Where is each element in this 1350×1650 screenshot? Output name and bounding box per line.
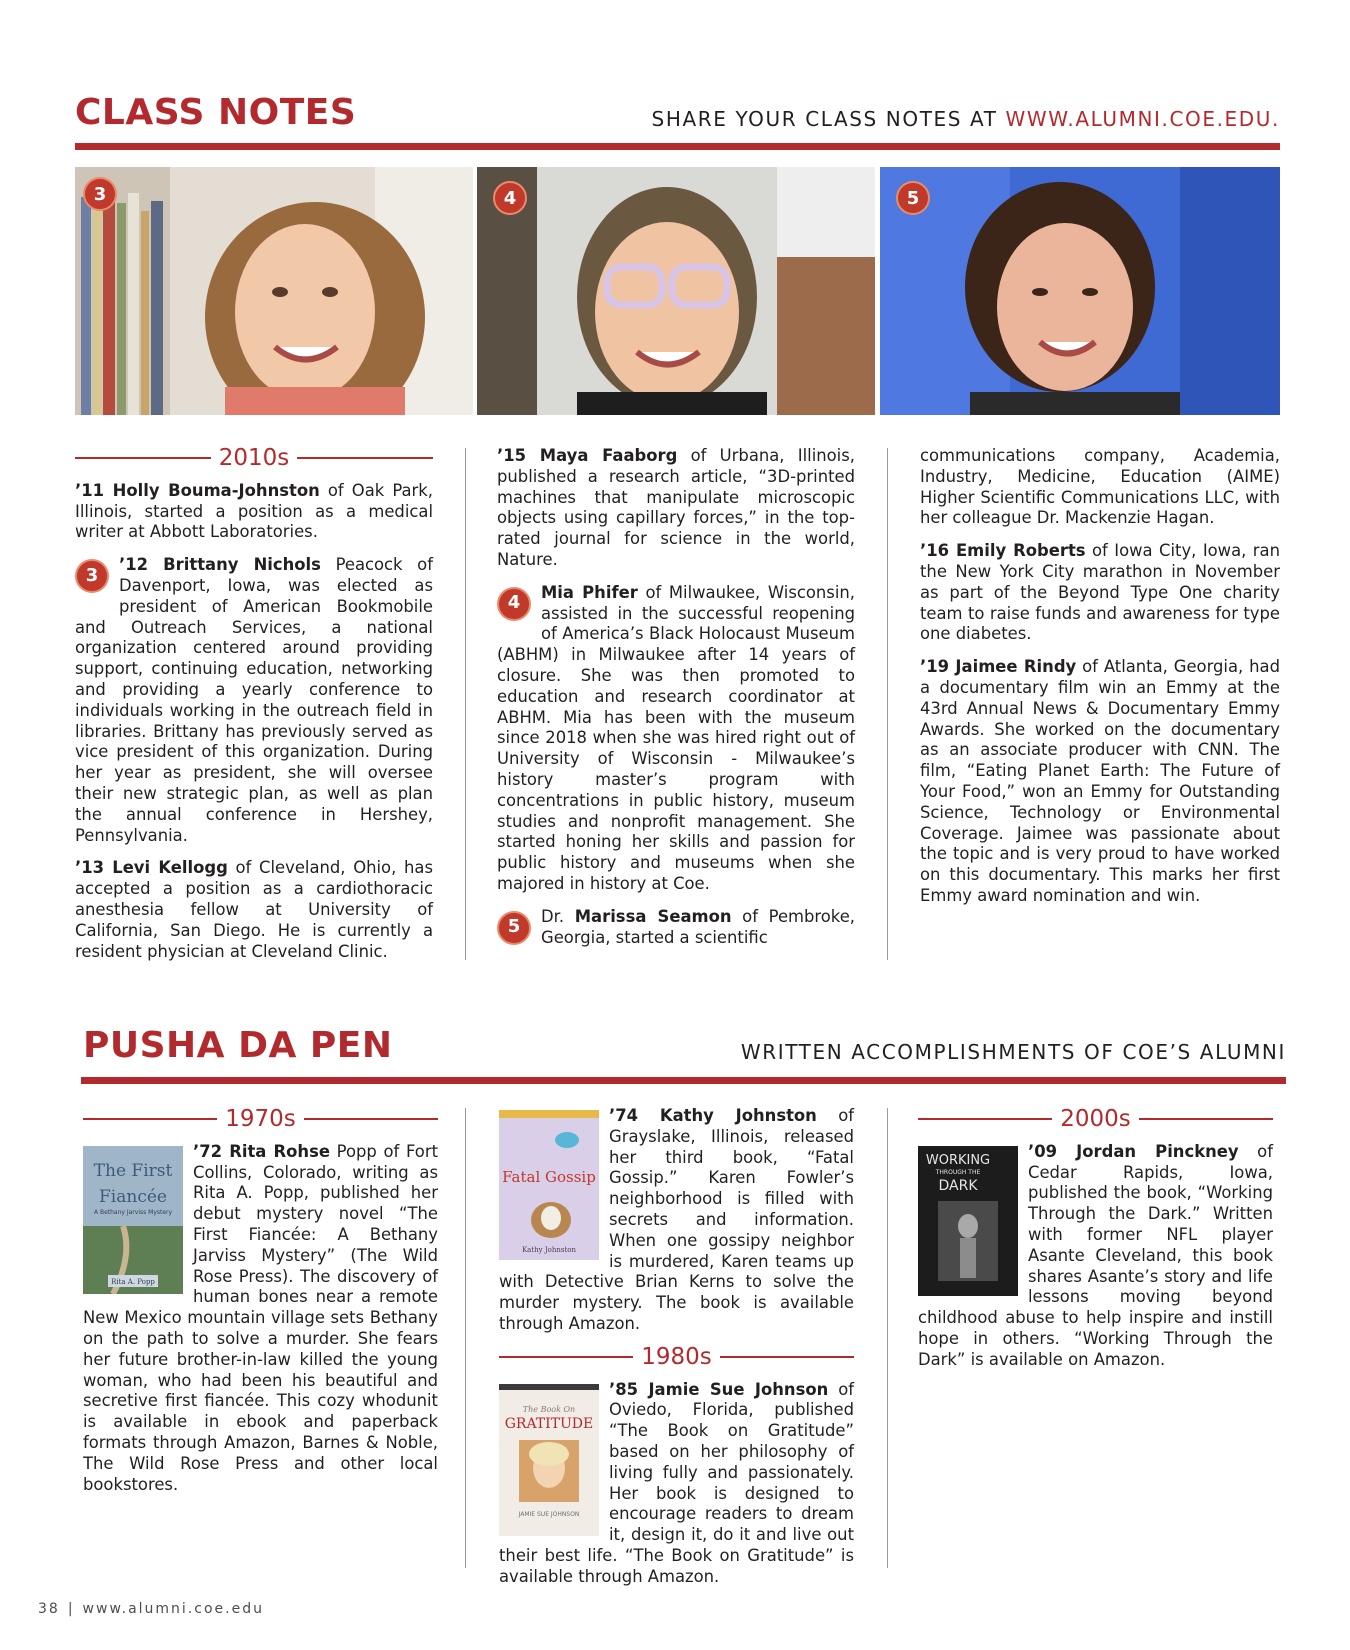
cover-author: Rita A. Popp <box>111 1277 155 1286</box>
book-entry: Fatal Gossip Kathy Johnston ’74 Kathy Johnston of Grayslake, Illinois, released her third book, “Fatal Gossip.” Karen Fowler’s neighborhood is filled with secrets and information. When one gossipy neighbor is murdered, Karen teams up with Detective Brian Kerns to solve the murder mystery. The book is available through Amazon. <box>499 1106 854 1333</box>
note-badge-4: 4 <box>497 587 531 621</box>
cover-author: Kathy Johnston <box>521 1246 577 1254</box>
footer-separator: | <box>67 1601 75 1617</box>
decade-label-2000s: 2000s <box>1060 1106 1131 1132</box>
pusha-title: PUSHA DA PEN <box>83 1025 393 1066</box>
note-entry: 5 Dr. Marissa Seamon of Pembroke, Georgia, started a scientific <box>497 907 855 949</box>
class-notes-column-3 <box>920 446 1280 919</box>
note-entry: 4 Mia Phifer of Milwaukee, Wisconsin, assisted in the successful reopening of America’s Black Holocaust Museum (ABHM) in Milwaukee after 14 years of closure. She was then promoted to education and research coordinator at ABHM. Mia has been with the museum since 2018 when she was hired right out of University of Wisconsin - Milwaukee’s history master’s program with concentrations in public history, museum studies and nonprofit management. She started honing her skills and passion for public history and museums when she majored in history at Coe. <box>497 582 855 893</box>
cover-author: JAMIE SUE JOHNSON <box>518 1510 580 1518</box>
cover-title-line-1: WORKING <box>925 1152 991 1168</box>
decade-divider-2000s <box>918 1106 1273 1132</box>
note-entry: ’11 Holly Bouma-Johnston of Oak Park, Illinois, started a position as a medical writer at Abbott Laboratories. <box>75 480 434 542</box>
page-number: 38 <box>38 1601 60 1617</box>
book-entry: The First Fiancée A Bethany Jarviss Mystery Rita A. Popp ’72 Rita Rohse Popp of Fort Collins, Colorado, writing as Rita A. Popp, published her debut mystery novel “The First Fiancée: A Bethany Jarviss Mystery” (The Wild Rose Press). The discovery of human bones near a remote New Mexico mountain village sets Bethany on the path to solve a murder. She fears her future brother-in-law killed the young woman, who had been his beautiful and secretive first fiancée. This cozy whodunit is available in ebook and paperback formats through Amazon, Barnes & Noble, The Wild Rose Press and other local bookstores. <box>83 1141 438 1494</box>
pusha-column-1 <box>83 1106 438 1507</box>
share-link[interactable]: WWW.ALUMNI.COE.EDU. <box>1005 107 1280 131</box>
class-notes-rule <box>75 143 1280 150</box>
photo-badge-3: 3 <box>83 177 117 211</box>
class-notes-title: CLASS NOTES <box>75 92 357 133</box>
column-divider <box>887 448 888 960</box>
note-entry: ’13 Levi Kellogg of Cleveland, Ohio, has accepted a position as a cardiothoracic anesthesia fellow at University of California, San Diego. He is currently a resident physician at Cleveland Clinic. <box>75 858 433 961</box>
cover-title-line-2: THROUGH THE <box>935 1168 981 1176</box>
cover-title-line-1: The First <box>93 1160 173 1181</box>
page-footer <box>38 1601 264 1617</box>
column-divider <box>465 1108 466 1568</box>
footer-url[interactable]: www.alumni.coe.edu <box>82 1601 264 1617</box>
note-badge-5: 5 <box>497 911 531 945</box>
column-divider <box>887 1108 888 1568</box>
book-entry: WORKING THROUGH THE DARK ’09 Jordan Pinckney of Cedar Rapids, Iowa, published the book, “Working Through the Dark.” Written with former NFL player Asante Cleveland, this book shares Asante’s story and life lessons moving beyond childhood abuse to help inspire and instill hope in others. “Working Through the Dark” is available on Amazon. <box>918 1141 1273 1369</box>
class-notes-header <box>75 92 1280 133</box>
photo-badge-4: 4 <box>493 181 527 215</box>
book-cover-first-fiancee <box>83 1146 183 1294</box>
column-divider <box>465 448 466 960</box>
cover-title: GRATITUDE <box>504 1415 594 1432</box>
note-entry: ’15 Maya Faaborg of Urbana, Illinois, published a research article, “3D-printed machines that manipulate microscopic objects using capillary forces,” in the top-rated journal for science in the world, Nature. <box>497 446 855 569</box>
note-entry: ’16 Emily Roberts of Iowa City, Iowa, ran the New York City marathon in November as part of the Beyond Type One charity team to raise funds and awareness for type one diabetes. <box>920 541 1280 644</box>
cover-series: A Bethany Jarviss Mystery <box>93 1208 173 1216</box>
pusha-rule <box>81 1077 1286 1084</box>
decade-label-1970s: 1970s <box>225 1106 296 1132</box>
pusha-column-3 <box>918 1106 1273 1383</box>
decade-divider-1980s <box>499 1343 854 1370</box>
photo-mia-phifer <box>477 167 875 415</box>
decade-divider-1970s <box>83 1106 438 1132</box>
class-notes-column-1 <box>75 445 434 974</box>
class-notes-column-2 <box>497 446 855 960</box>
pusha-column-2 <box>499 1106 854 1600</box>
note-badge-3: 3 <box>75 559 109 593</box>
share-class-notes-text <box>652 107 1280 133</box>
note-entry: 3 ’12 Brittany Nichols Peacock of Davenport, Iowa, was elected as president of American Bookmobile and Outreach Services, a national organization centered around providing support, continuing education, networking and providing a yearly conference to individuals working in the outreach field in libraries. Brittany has previously served as vice president of this organization. During her year as president, she will oversee their new strategic plan, as well as plan the annual conference in Hershey, Pennsylvania. <box>75 555 433 845</box>
photo-badge-5: 5 <box>896 181 930 215</box>
note-entry: communications company, Academia, Industry, Medicine, Education (AIME) Higher Scientific Communications LLC, with her colleague Dr. Mackenzie Hagan. <box>920 446 1280 528</box>
cover-title: Fatal Gossip <box>502 1168 596 1186</box>
cover-title-line-2: Fiancée <box>99 1186 167 1207</box>
decade-divider-2010s <box>75 445 433 471</box>
book-entry: The Book On GRATITUDE JAMIE SUE JOHNSON ’85 Jamie Sue Johnson of Oviedo, Florida, published “The Book on Gratitude” based on her philosophy of living fully and passionately. Her book is designed to encourage readers to dream it, design it, do it and live out their best life. “The Book on Gratitude” is available through Amazon. <box>499 1379 854 1586</box>
pusha-subtitle: WRITTEN ACCOMPLISHMENTS OF COE’S ALUMNI <box>740 1040 1286 1064</box>
decade-label-1980s: 1980s <box>641 1343 712 1370</box>
book-cover-fatal-gossip <box>499 1110 599 1260</box>
note-entry: ’19 Jaimee Rindy of Atlanta, Georgia, had a documentary film win an Emmy at the 43rd Annual News & Documentary Emmy Awards. She worked on the documentary as an associate producer with CNN. The film, “Eating Planet Earth: The Future of Your Food,” won an Emmy for Outstanding Science, Technology or Environmental Coverage. Jaimee was passionate about the topic and is very proud to have worked on this documentary. This marks her first Emmy award nomination and win. <box>920 657 1280 905</box>
cover-title-line-3: DARK <box>938 1177 978 1194</box>
cover-small-title: The Book On <box>522 1404 576 1414</box>
book-cover-working-through-the-dark <box>918 1146 1018 1296</box>
decade-label-2010s: 2010s <box>218 445 290 471</box>
pusha-header <box>83 1025 1286 1066</box>
share-label: SHARE YOUR CLASS NOTES AT <box>651 107 1006 131</box>
photo-marissa-seamon <box>880 167 1280 415</box>
book-cover-gratitude <box>499 1384 599 1536</box>
photo-brittany-nichols <box>75 167 473 415</box>
